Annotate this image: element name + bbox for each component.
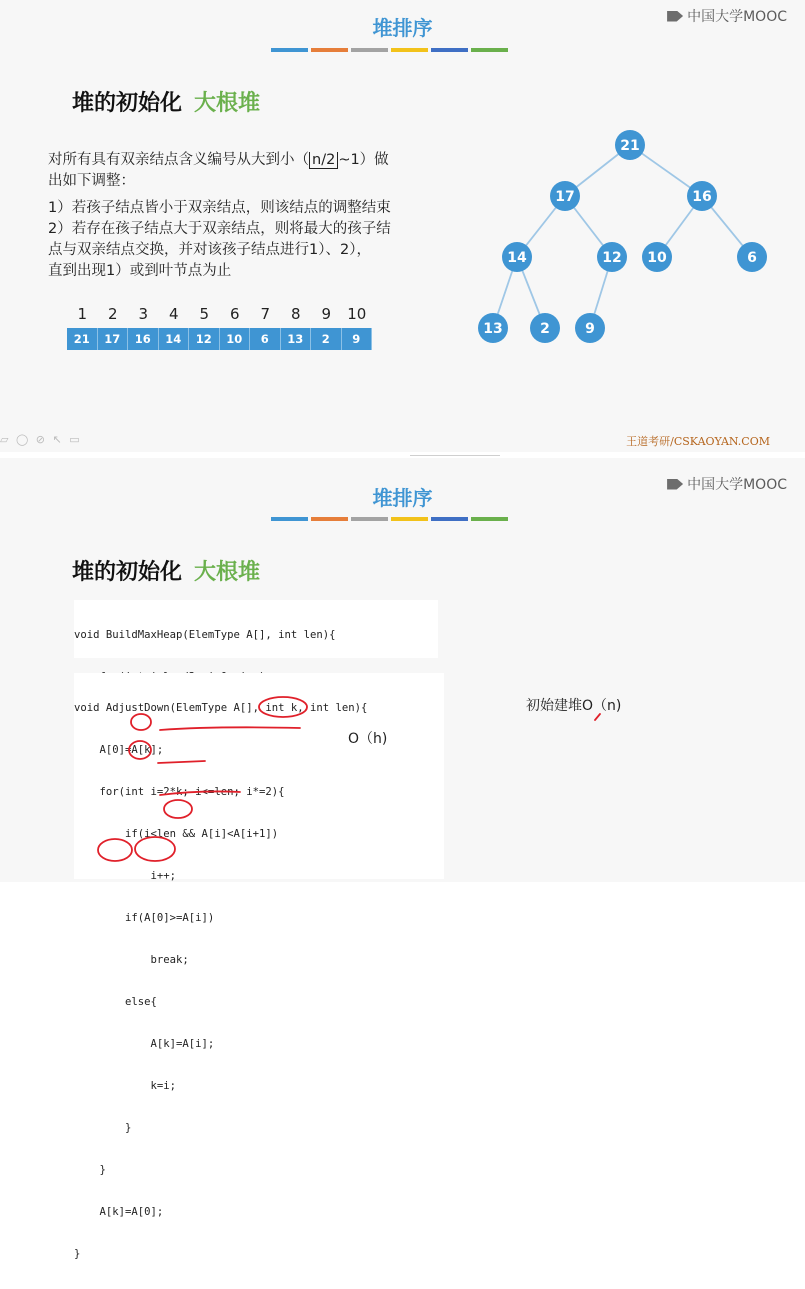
tree-node-label: 13 xyxy=(483,321,503,337)
heap-tree-diagram xyxy=(470,120,790,360)
mooc-logo xyxy=(667,6,787,26)
tree-node-2 xyxy=(530,313,560,343)
divider-line xyxy=(410,455,500,456)
tree-node-label: 17 xyxy=(555,189,575,205)
floor-symbol: n/2 xyxy=(309,152,338,169)
tree-node-9 xyxy=(575,313,605,343)
code-line: A[k]=A[0]; xyxy=(74,1206,164,1218)
array-cell: 14 xyxy=(159,328,190,350)
code-line: k=i; xyxy=(74,1080,177,1092)
para-line-2: 出如下调整： xyxy=(48,173,135,189)
code-line: for(int i=2*k; i<=len; i*=2){ xyxy=(74,786,285,798)
array-index: 3 xyxy=(138,305,149,323)
para-line-1: 对所有具有双亲结点含义编号从大到小（ n/2 ~1）做 xyxy=(48,152,389,168)
title-color-bars xyxy=(271,517,511,521)
mooc-logo xyxy=(667,474,787,494)
slide-title: 堆排序 xyxy=(372,486,433,510)
tree-node-label: 14 xyxy=(507,250,527,266)
array-index: 2 xyxy=(107,305,118,323)
array-index: 5 xyxy=(199,305,210,323)
array-index: 6 xyxy=(229,305,240,323)
tree-node-label: 2 xyxy=(540,321,550,337)
rule-2-line-1: 2）若存在孩子结点大于双亲结点，则将最大的孩子结 xyxy=(48,221,391,237)
heap-array xyxy=(67,328,372,350)
title-color-bars xyxy=(271,48,511,52)
tree-node-12 xyxy=(597,242,627,272)
heading-sub: 大根堆 xyxy=(194,91,261,116)
tree-node-17 xyxy=(550,181,580,211)
array-index-row xyxy=(67,305,372,323)
tree-node-label: 12 xyxy=(602,250,622,266)
array-index: 8 xyxy=(290,305,301,323)
code-line: i++; xyxy=(74,870,177,882)
slide-heap-init-tree xyxy=(0,0,805,452)
code-line: void AdjustDown(ElemType A[], int k, int len){ xyxy=(74,702,368,714)
mooc-logo-icon xyxy=(667,11,683,22)
array-cell: 10 xyxy=(220,328,251,350)
presentation-toolbar[interactable]: ▱ ◯ ⊘ ↖ ▭ xyxy=(0,433,82,446)
array-cell: 9 xyxy=(342,328,373,350)
array-cell: 17 xyxy=(98,328,129,350)
section-heading xyxy=(72,555,260,586)
code-line: } xyxy=(74,1248,81,1260)
array-index: 1 xyxy=(77,305,88,323)
code-build-max-heap xyxy=(74,600,438,658)
tree-node-label: 21 xyxy=(620,138,640,154)
rule-2-line-3: 直到出现1）或到叶节点为止 xyxy=(48,263,232,279)
complexity-per-adjust: O（h) xyxy=(348,731,388,747)
heading-sub: 大根堆 xyxy=(194,560,261,585)
slide-heap-init-code xyxy=(0,458,805,1260)
heading-main: 堆的初始化 xyxy=(72,560,183,585)
array-index: 7 xyxy=(260,305,271,323)
code-line: A[k]=A[i]; xyxy=(74,1038,215,1050)
tree-node-label: 10 xyxy=(647,250,667,266)
tree-node-10 xyxy=(642,242,672,272)
rule-1: 1）若孩子结点皆小于双亲结点，则该结点的调整结束 xyxy=(48,200,391,216)
mooc-logo-icon xyxy=(667,479,683,490)
tree-node-21 xyxy=(615,130,645,160)
array-cell: 6 xyxy=(250,328,281,350)
section-heading xyxy=(72,86,260,117)
mooc-logo-text: 中国大学MOOC xyxy=(687,9,787,25)
array-cell: 12 xyxy=(189,328,220,350)
code-line: } xyxy=(74,1122,132,1134)
code-line: A[0]=A[k]; xyxy=(74,744,164,756)
tree-node-6 xyxy=(737,242,767,272)
code-line: } xyxy=(74,1164,106,1176)
array-index: 4 xyxy=(168,305,179,323)
array-cell: 2 xyxy=(311,328,342,350)
tree-node-label: 6 xyxy=(747,250,757,266)
heading-main: 堆的初始化 xyxy=(72,91,183,116)
tree-node-label: 9 xyxy=(585,321,595,337)
footer-watermark: 王道考研/CSKAOYAN.COM xyxy=(626,435,770,448)
tree-node-label: 16 xyxy=(692,189,712,205)
array-index: 9 xyxy=(321,305,332,323)
build-heap-complexity: 初始建堆O（n) xyxy=(526,698,622,714)
tree-edges xyxy=(493,145,752,328)
code-line: void BuildMaxHeap(ElemType A[], int len){ xyxy=(74,629,336,641)
code-line: if(A[0]>=A[i]) xyxy=(74,912,215,924)
code-adjust-down xyxy=(74,673,444,1260)
tree-node-14 xyxy=(502,242,532,272)
array-index: 10 xyxy=(347,305,367,323)
code-line: break; xyxy=(74,954,189,966)
code-line: else{ xyxy=(74,996,157,1008)
tree-node-16 xyxy=(687,181,717,211)
adjust-rules-text xyxy=(48,150,468,282)
array-cell: 16 xyxy=(128,328,159,350)
array-cell: 21 xyxy=(67,328,98,350)
mooc-logo-text: 中国大学MOOC xyxy=(687,477,787,493)
code-line: if(i<len && A[i]<A[i+1]) xyxy=(74,828,279,840)
rule-2-line-2: 点与双亲结点交换，并对该孩子结点进行1）、2）， xyxy=(48,242,371,258)
tree-node-13 xyxy=(478,313,508,343)
slide-title: 堆排序 xyxy=(372,16,433,40)
array-cell: 13 xyxy=(281,328,312,350)
